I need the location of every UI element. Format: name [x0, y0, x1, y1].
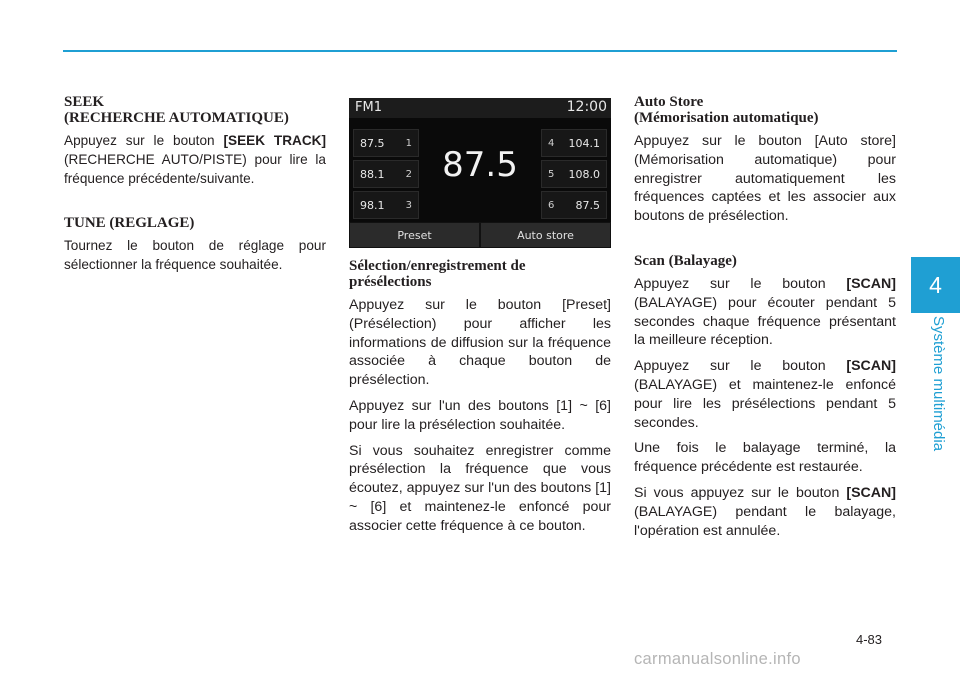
preset-freq: 87.5: [360, 136, 385, 150]
tune-text: Tournez le bouton de réglage pour sélectionner la fréquence souhaitée.: [64, 238, 326, 273]
scan-button-ref: [SCAN]: [846, 275, 896, 292]
auto-store-button[interactable]: Auto store: [480, 222, 611, 248]
preset-freq: 87.5: [575, 198, 600, 212]
seek-track-button-ref: [SEEK TRACK]: [223, 133, 326, 148]
preset-freq: 104.1: [568, 136, 600, 150]
seek-heading: SEEK (RECHERCHE AUTOMATIQUE): [64, 94, 289, 126]
chapter-number-tab: [911, 257, 960, 313]
presets-left: [353, 129, 419, 222]
screen-button-bar: [349, 222, 611, 248]
scan-p4-before: Si vous appuyez sur le bouton: [634, 484, 847, 501]
preset-p2: Appuyez sur l'un des boutons [1] ~ [6] pour lire la présélection souhaitée.: [349, 397, 611, 433]
preset-button-6[interactable]: [541, 191, 607, 219]
scan-p2: [634, 357, 896, 432]
tune-heading: TUNE (REGLAGE): [64, 215, 195, 232]
preset-num: 1: [405, 137, 412, 149]
scan-p2-after: (BALAYAGE) et maintenez-le enfoncé pour lire les présélections pendant 5 secondes.: [634, 376, 896, 431]
preset-p3: Si vous souhaitez enregistrer comme présélection la fréquence que vous écoutez, appuyez sur l'un des boutons [1] ~ [6] et maintenez-le enfoncé pour associer cette fréquence à ce bouton.: [349, 442, 611, 534]
auto-store-heading: Auto Store (Mémorisation automatique): [634, 94, 819, 126]
preset-num: 5: [548, 168, 555, 180]
preset-num: 3: [405, 199, 412, 211]
preset-freq: 98.1: [360, 198, 385, 212]
column-left: [64, 94, 326, 282]
radio-screen-image: [349, 98, 611, 248]
preset-freq: 88.1: [360, 167, 385, 181]
preset-button[interactable]: Preset: [349, 222, 480, 248]
column-right: [634, 94, 896, 547]
scan-p4-after: (BALAYAGE) pendant le balayage, l'opération est annulée.: [634, 503, 896, 539]
preset-button-2[interactable]: [353, 160, 419, 188]
scan-p3: Une fois le balayage terminé, la fréquence précédente est restaurée.: [634, 440, 896, 476]
preset-button-1[interactable]: [353, 129, 419, 157]
chapter-title: Système multimédia: [930, 316, 947, 452]
page-number: 4-83: [856, 632, 883, 647]
top-rule: [63, 50, 897, 52]
current-frequency: 87.5: [442, 145, 518, 185]
scan-heading: Scan (Balayage): [634, 252, 737, 269]
scan-button-ref: [SCAN]: [846, 358, 896, 375]
seek-text-after: (RECHERCHE AUTO/PISTE) pour lire la fréquence précédente/suivante.: [64, 151, 326, 186]
clock: 12:00: [566, 99, 607, 115]
preset-heading: Sélection/enregistrement de présélections: [349, 258, 526, 290]
band-label: FM1: [355, 100, 382, 115]
watermark: carmanualsonline.info: [634, 650, 801, 668]
preset-p1: Appuyez sur le bouton [Preset] (Présélection) pour afficher les informations de diffusion sur la fréquence associée à chaque bouton de présélection.: [349, 297, 611, 389]
scan-p1-before: Appuyez sur le bouton: [634, 275, 847, 292]
preset-num: 4: [548, 137, 555, 149]
preset-button-4[interactable]: [541, 129, 607, 157]
presets-right: [541, 129, 607, 222]
preset-button-3[interactable]: [353, 191, 419, 219]
seek-text-before: Appuyez sur le bouton: [64, 133, 224, 148]
preset-num: 2: [405, 168, 412, 180]
preset-button-5[interactable]: [541, 160, 607, 188]
preset-freq: 108.0: [568, 167, 600, 181]
scan-p1-after: (BALAYAGE) pour écouter pendant 5 secondes chaque fréquence présentant la meilleure réception.: [634, 294, 896, 349]
column-middle: [349, 98, 611, 543]
auto-store-text: Appuyez sur le bouton [Auto store] (Mémorisation automatique) pour enregistrer automatiquement les fréquences captées et les associer aux boutons de présélection.: [634, 133, 896, 225]
screen-status-bar: [349, 98, 611, 118]
chapter-number: 4: [929, 271, 942, 298]
preset-num: 6: [548, 199, 555, 211]
scan-button-ref: [SCAN]: [846, 484, 896, 501]
scan-p1: [634, 275, 896, 350]
scan-p2-before: Appuyez sur le bouton: [634, 358, 847, 375]
seek-text: [64, 132, 326, 188]
scan-p4: [634, 484, 896, 540]
